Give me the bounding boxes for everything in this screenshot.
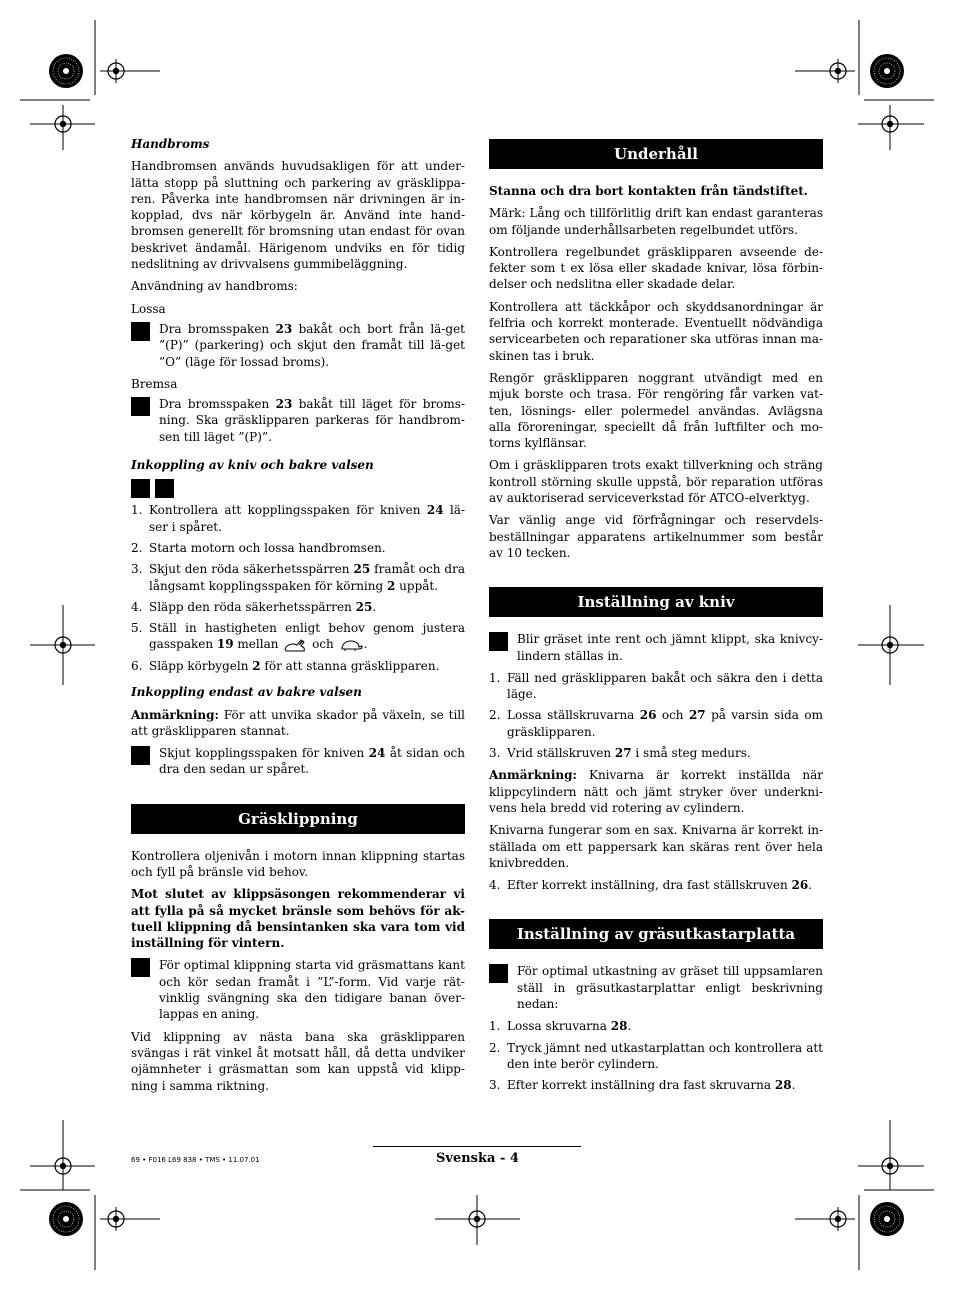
list-item: 3. Skjut den röda säkerhetsspärren 25 framåt och dra långsamt kopplingsspaken för körning 2 uppåt. <box>131 562 465 593</box>
list-item: 2. Tryck jämnt ned utkastarplattan och kontrollera att den inte berör cylindern. <box>489 1040 823 1071</box>
underhall-p1: Märk: Lång och tillförlitlig drift kan endast garanteras om följande underhållsarbeten regelbundet utförs. <box>489 206 823 237</box>
list-item: 2. Lossa ställskruvarna 26 och 27 på varsin sida om gräsklipparen. <box>489 708 823 739</box>
grasklippning-title: Gräsklippning <box>131 804 465 834</box>
underhall-title: Underhåll <box>489 139 823 169</box>
color-target-icon <box>49 1202 83 1236</box>
utkastar-intro: För optimal utkastning av gräset till uppsamlaren ställ in gräsutkastarplattar enligt beskrivning nedan: <box>489 963 823 1012</box>
handbroms-usage: Användning av handbroms: <box>131 279 298 294</box>
list-item: 1. Lossa skruvarna 28. <box>489 1019 632 1034</box>
grasklippning-p4: Vid klippning av nästa bana ska gräsklipparen svängas i rät vinkel åt motsatt håll, då detta undviker ojämnheter i gräsmattan som kan uppstå vid klipp-ning i samma riktning. <box>131 1029 465 1093</box>
underhall-p6: Var vänlig ange vid förfrågningar och reservdels-beställningar apparatens artikelnummer som består av 10 tecken. <box>489 513 823 560</box>
color-target-icon <box>870 1202 904 1236</box>
underhall-p5: Om i gräsklipparen trots exakt tillverkning och sträng kontroll störning skulle uppstå, bör reparation utföras av auktoriserad serviceverkstad för ATCO-elverktyg. <box>489 458 823 506</box>
color-target-icon <box>49 54 83 88</box>
handbroms-intro: Handbromsen används huvudsakligen för att under-lätta stopp på sluttning och parkering av gräsklippa-ren. Påverka inte handbromsen när drivningen är in-kopplad, dvs när körbygeln är. Använd inte hand-bromsen generellt för bromsning utan endast för ovan beskrivet ändamål. Härigenom undviks en för tidig nedslitning av drivvalsens gummibeläggning. <box>131 159 465 272</box>
handbroms-heading: Handbroms <box>131 137 210 151</box>
bakre-valsen-heading: Inkoppling endast av bakre valsen <box>131 685 362 700</box>
list-item: 5. Ställ in hastigheten enligt behov genom justera gasspaken 19 mellan och . <box>131 621 465 652</box>
underhall-p4: Rengör gräsklipparen noggrant utvändigt med en mjuk borste och trasa. För rengöring får varken vat-ten, lösnings- eller polermedel användas. Avlägsna alla föroreningar, speciellt då från luftfilter och mo-torns kylflänsar. <box>489 370 823 451</box>
list-item: 4. Släpp den röda säkerhetsspärren 25. <box>131 599 377 614</box>
lossa-text: Dra bromsspaken 23 bakåt och bort från lä-get ”(P)” (parkering) och skjut den framåt till lä-get ”O” (läge för lossad broms). <box>159 321 465 369</box>
list-item: 3. Efter korrekt inställning dra fast skruvarna 28. <box>489 1078 796 1093</box>
kniv-sax: Knivarna fungerar som en sax. Knivarna är korrekt in-ställada om ett pappersark kan skäras rent över hela knivbredden. <box>489 823 823 870</box>
bakre-valsen-note: Anmärkning: För att unvika skador på växeln, se till att gräsklipparen stannat. <box>131 707 465 738</box>
kniv-note: Anmärkning: Knivarna är korrekt inställda när klippcylindern nätt och jämt stryker över underkni-vens hela bredd vid rotering av cylindern. <box>489 768 823 815</box>
bremsa-label: Bremsa <box>131 376 178 391</box>
color-target-icon <box>870 54 904 88</box>
kniv-valsen-heading: Inkoppling av kniv och bakre valsen <box>131 458 374 473</box>
list-item: 3. Vrid ställskruven 27 i små steg medurs. <box>489 746 751 761</box>
grasklippning-p2: Mot slutet av klippsäsongen rekommenderar vi att fylla på så mycket bränsle som behövs för ak-tuell klippning då bensintanken ska vara tom vid inställning för vintern. <box>131 887 465 951</box>
kniv-title: Inställning av kniv <box>489 587 823 617</box>
bakre-valsen-step: Skjut kopplingsspaken för kniven 24 åt sidan och dra den sedan ur spåret. <box>131 745 465 778</box>
footer-code: 69 • F016 L69 838 • TMS • 11.07.01 <box>131 1156 260 1164</box>
underhall-warning: Stanna och dra bort kontakten från tändstiftet. <box>489 184 808 198</box>
bremsa-text: Dra bromsspaken 23 bakåt till läget för broms-ning. Ska gräsklipparen parkeras för handbrom-sen till läget ”(P)”. <box>159 397 465 444</box>
lossa-label: Lossa <box>131 301 166 316</box>
kniv-intro: Blir gräset inte rent och jämnt klippt, ska knivcy-lindern ställas in. <box>489 631 823 664</box>
list-item: 2. Starta motorn och lossa handbromsen. <box>131 540 386 555</box>
underhall-p2: Kontrollera regelbundet gräsklipparen avseende de-fekter som t ex lösa eller skadade knivar, lösa förbin-delser och nedslitna eller skadade delar. <box>489 244 823 292</box>
list-item: 4. Efter korrekt inställning, dra fast ställskruven 26. <box>489 878 813 893</box>
page-number: Svenska - 4 <box>436 1151 519 1166</box>
grasklippning-p1: Kontrollera oljenivån i motorn innan klippning startas och fyll på bränsle vid behov. <box>131 848 465 879</box>
grasklippning-step: För optimal klippning starta vid gräsmattans kant och kör sedan framåt i ”L”-form. Vid varje rät-vinklig svängning ska den tidigare banan över-lappas en aning. <box>131 957 465 1022</box>
list-item: 6. Släpp körbygeln 2 för att stanna gräsklipparen. <box>131 658 440 673</box>
list-item: 1. Fäll ned gräsklipparen bakåt och säkra den i detta läge. <box>489 670 823 702</box>
list-item: 1. Kontrollera att kopplingsspaken för kniven 24 lä-ser i spåret. <box>131 503 465 534</box>
underhall-p3: Kontrollera att täckkåpor och skyddsanordningar är felfria och korrekt monterade. Eventuellt nödvändiga servicearbeten och reparationer ska utföras innan ma-skinen tas i bruk. <box>489 299 823 363</box>
utkastar-title: Inställning av gräsutkastarplatta <box>489 919 823 949</box>
